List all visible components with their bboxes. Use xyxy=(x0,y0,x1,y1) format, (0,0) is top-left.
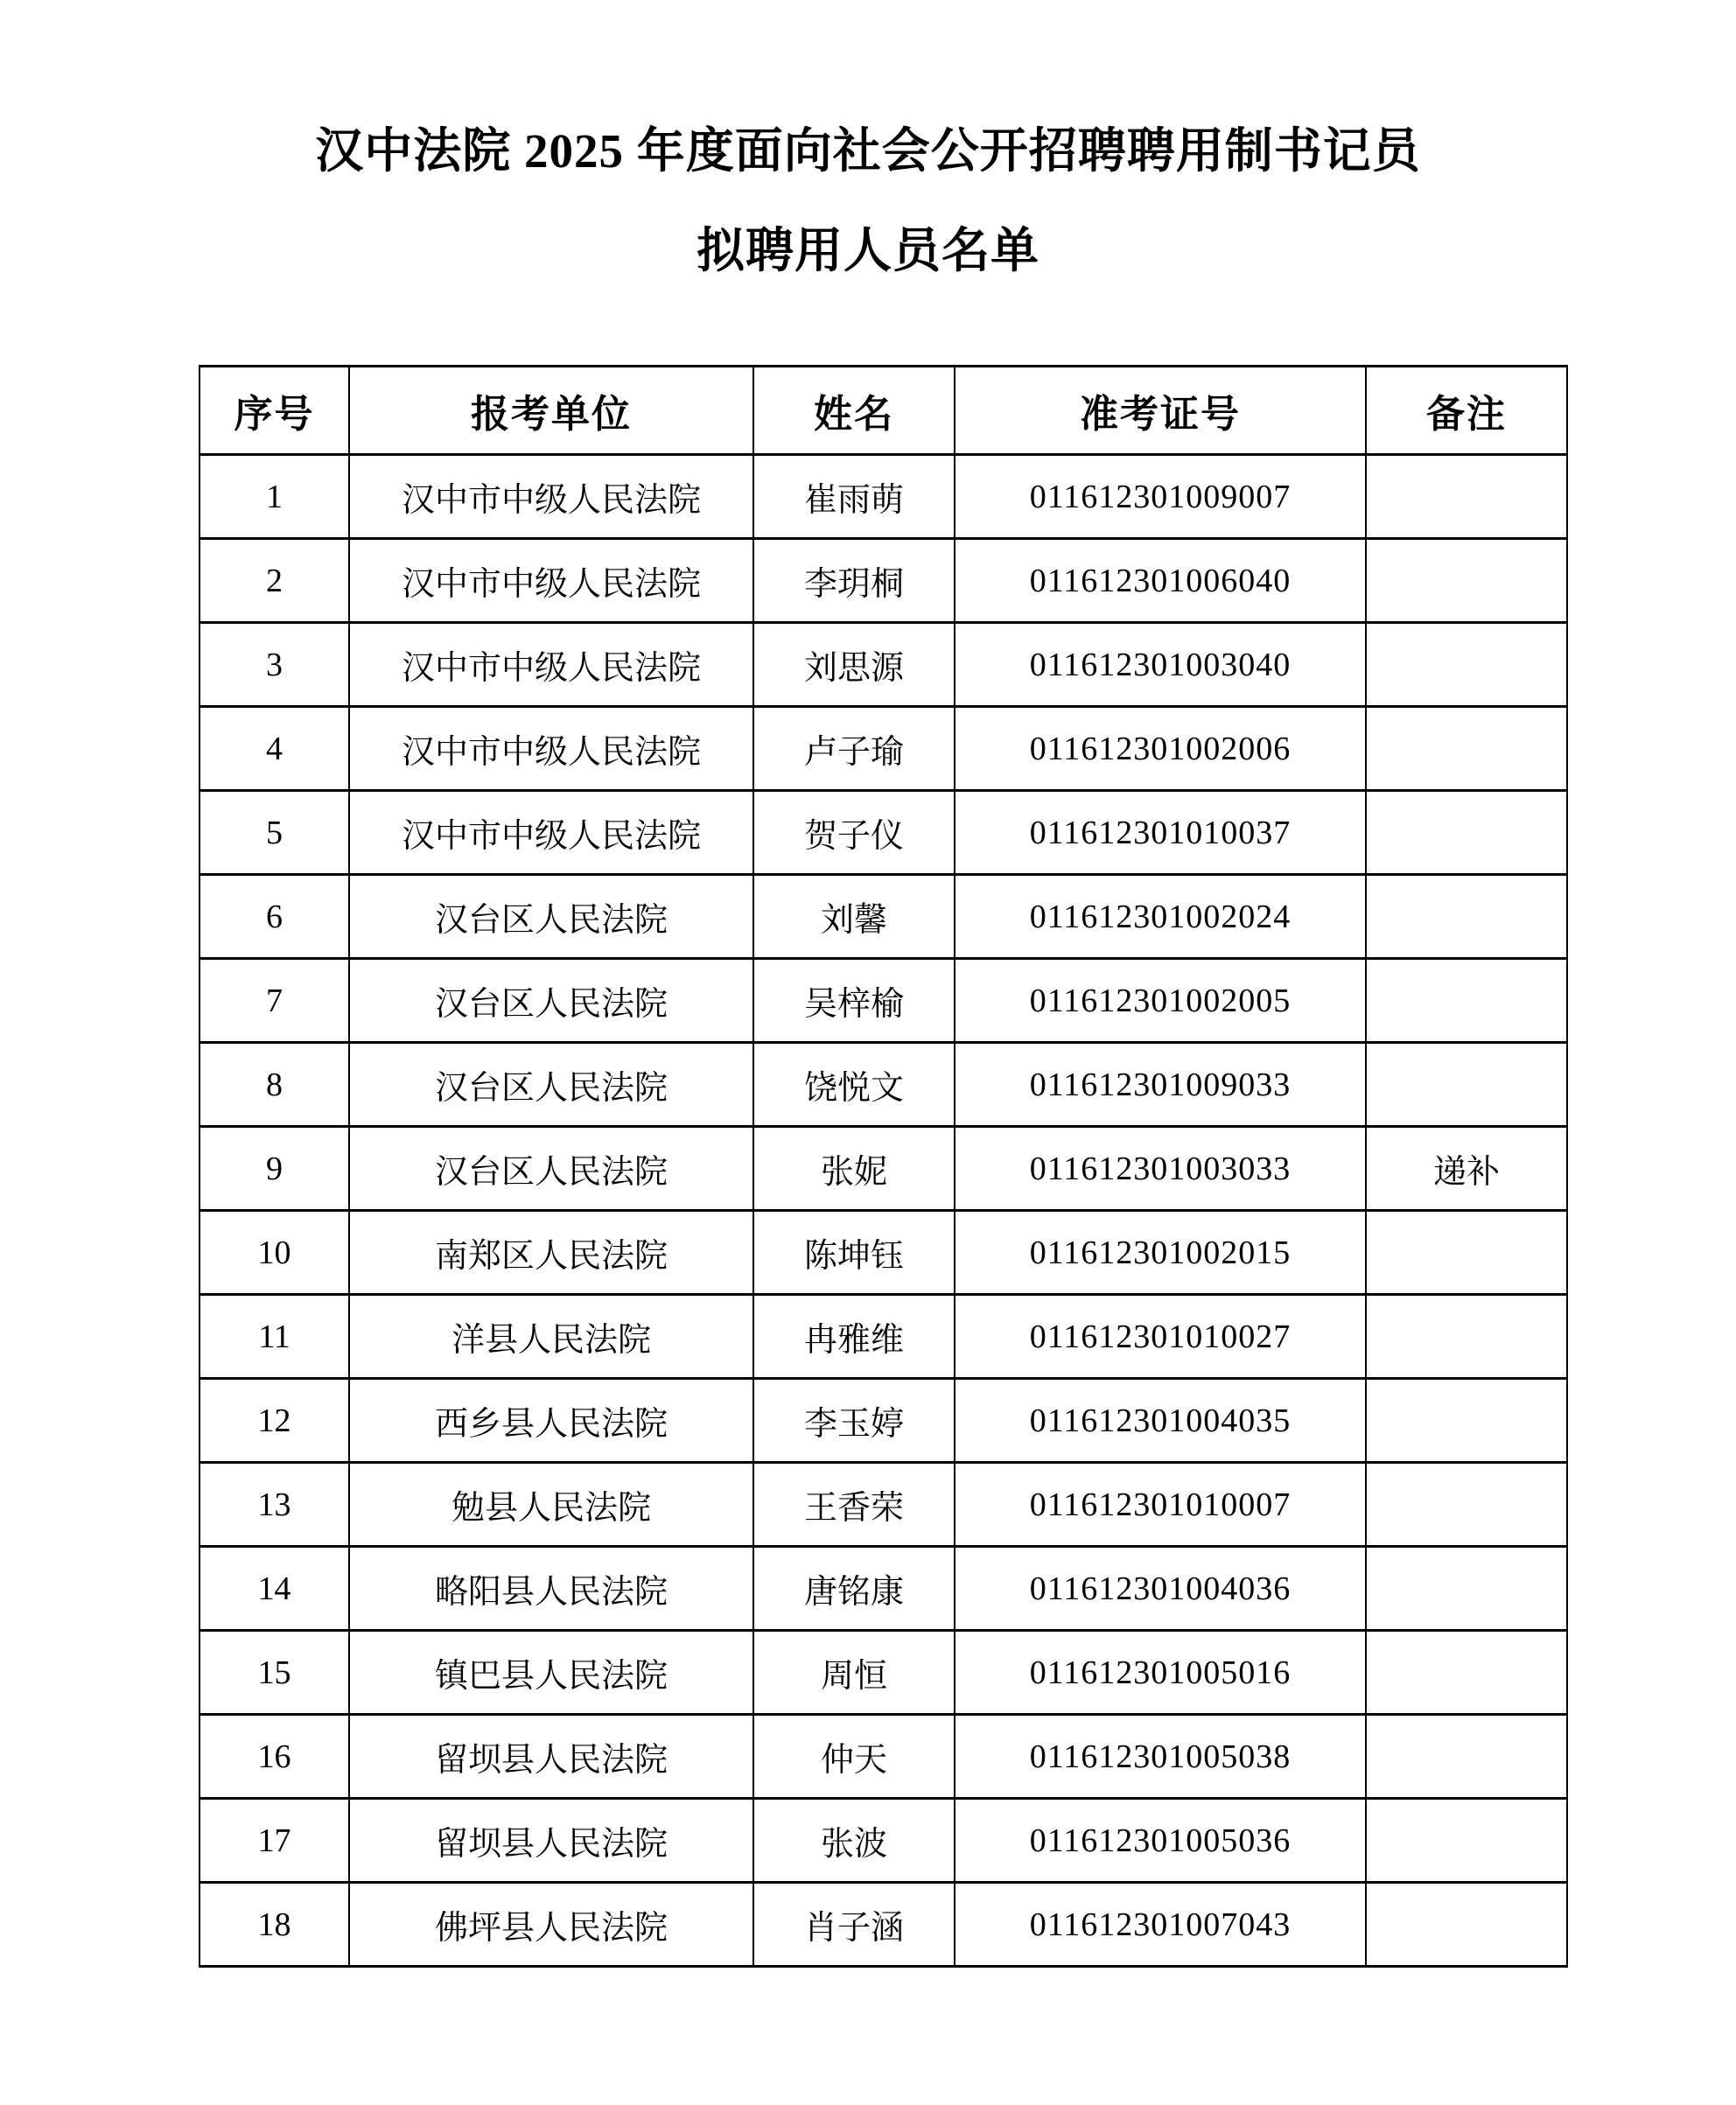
cell-unit: 略阳县人民法院 xyxy=(349,1547,753,1631)
table-row xyxy=(200,539,1567,623)
table-row xyxy=(200,1631,1567,1715)
cell-no: 1 xyxy=(200,455,349,539)
table-header-row xyxy=(200,367,1567,455)
table-row xyxy=(200,1715,1567,1799)
header-ticket: 准考证号 xyxy=(955,367,1366,455)
cell-unit: 汉台区人民法院 xyxy=(349,959,753,1043)
cell-no: 4 xyxy=(200,707,349,791)
cell-remark xyxy=(1366,791,1567,875)
cell-name: 唐铭康 xyxy=(753,1547,955,1631)
cell-name: 卢子瑜 xyxy=(753,707,955,791)
cell-unit: 汉中市中级人民法院 xyxy=(349,707,753,791)
cell-remark xyxy=(1366,707,1567,791)
cell-ticket: 011612301007043 xyxy=(955,1883,1366,1967)
cell-remark xyxy=(1366,455,1567,539)
cell-unit: 汉中市中级人民法院 xyxy=(349,623,753,707)
cell-remark xyxy=(1366,959,1567,1043)
cell-remark xyxy=(1366,1379,1567,1463)
cell-ticket: 011612301009033 xyxy=(955,1043,1366,1127)
cell-remark xyxy=(1366,539,1567,623)
cell-ticket: 011612301010027 xyxy=(955,1295,1366,1379)
table-row xyxy=(200,1799,1567,1883)
cell-ticket: 011612301005016 xyxy=(955,1631,1366,1715)
cell-unit: 勉县人民法院 xyxy=(349,1463,753,1547)
header-no: 序号 xyxy=(200,367,349,455)
cell-name: 仲天 xyxy=(753,1715,955,1799)
hiring-roster-table xyxy=(199,365,1568,1968)
cell-ticket: 011612301005038 xyxy=(955,1715,1366,1799)
table-row xyxy=(200,707,1567,791)
cell-no: 2 xyxy=(200,539,349,623)
table-row xyxy=(200,1883,1567,1967)
cell-no: 18 xyxy=(200,1883,349,1967)
cell-unit: 汉中市中级人民法院 xyxy=(349,539,753,623)
cell-remark xyxy=(1366,1715,1567,1799)
document-title-line2: 拟聘用人员名单 xyxy=(696,224,1040,277)
cell-name: 刘思源 xyxy=(753,623,955,707)
cell-unit: 汉中市中级人民法院 xyxy=(349,791,753,875)
cell-no: 15 xyxy=(200,1631,349,1715)
cell-name: 冉雅维 xyxy=(753,1295,955,1379)
cell-no: 12 xyxy=(200,1379,349,1463)
table-row xyxy=(200,1211,1567,1295)
header-name: 姓名 xyxy=(753,367,955,455)
cell-remark xyxy=(1366,875,1567,959)
cell-remark xyxy=(1366,623,1567,707)
cell-name: 崔雨萌 xyxy=(753,455,955,539)
header-remark: 备注 xyxy=(1366,367,1567,455)
cell-no: 6 xyxy=(200,875,349,959)
cell-remark xyxy=(1366,1799,1567,1883)
cell-name: 王香荣 xyxy=(753,1463,955,1547)
cell-ticket: 011612301005036 xyxy=(955,1799,1366,1883)
cell-ticket: 011612301002015 xyxy=(955,1211,1366,1295)
cell-ticket: 011612301003033 xyxy=(955,1127,1366,1211)
cell-unit: 洋县人民法院 xyxy=(349,1295,753,1379)
cell-unit: 汉台区人民法院 xyxy=(349,1043,753,1127)
cell-unit: 留坝县人民法院 xyxy=(349,1715,753,1799)
cell-name: 陈坤钰 xyxy=(753,1211,955,1295)
table-row xyxy=(200,1295,1567,1379)
table-row xyxy=(200,1547,1567,1631)
table-row xyxy=(200,1043,1567,1127)
cell-no: 16 xyxy=(200,1715,349,1799)
cell-no: 13 xyxy=(200,1463,349,1547)
cell-name: 肖子涵 xyxy=(753,1883,955,1967)
cell-ticket: 011612301006040 xyxy=(955,539,1366,623)
cell-no: 8 xyxy=(200,1043,349,1127)
table-row xyxy=(200,1127,1567,1211)
cell-name: 刘馨 xyxy=(753,875,955,959)
cell-ticket: 011612301004036 xyxy=(955,1547,1366,1631)
cell-name: 李玥桐 xyxy=(753,539,955,623)
cell-name: 贺子仪 xyxy=(753,791,955,875)
header-unit: 报考单位 xyxy=(349,367,753,455)
cell-remark xyxy=(1366,1295,1567,1379)
cell-no: 10 xyxy=(200,1211,349,1295)
cell-ticket: 011612301002006 xyxy=(955,707,1366,791)
cell-ticket: 011612301002024 xyxy=(955,875,1366,959)
cell-remark xyxy=(1366,1463,1567,1547)
cell-no: 17 xyxy=(200,1799,349,1883)
cell-name: 李玉婷 xyxy=(753,1379,955,1463)
cell-unit: 南郑区人民法院 xyxy=(349,1211,753,1295)
cell-no: 9 xyxy=(200,1127,349,1211)
cell-ticket: 011612301010007 xyxy=(955,1463,1366,1547)
table-row xyxy=(200,455,1567,539)
cell-unit: 西乡县人民法院 xyxy=(349,1379,753,1463)
cell-ticket: 011612301004035 xyxy=(955,1379,1366,1463)
cell-no: 14 xyxy=(200,1547,349,1631)
table-row xyxy=(200,623,1567,707)
cell-no: 5 xyxy=(200,791,349,875)
cell-remark xyxy=(1366,1043,1567,1127)
cell-name: 张波 xyxy=(753,1799,955,1883)
cell-remark xyxy=(1366,1211,1567,1295)
cell-unit: 佛坪县人民法院 xyxy=(349,1883,753,1967)
cell-name: 饶悦文 xyxy=(753,1043,955,1127)
cell-unit: 留坝县人民法院 xyxy=(349,1799,753,1883)
cell-ticket: 011612301003040 xyxy=(955,623,1366,707)
cell-ticket: 011612301009007 xyxy=(955,455,1366,539)
cell-name: 张妮 xyxy=(753,1127,955,1211)
cell-name: 吴梓榆 xyxy=(753,959,955,1043)
table-row xyxy=(200,875,1567,959)
cell-ticket: 011612301010037 xyxy=(955,791,1366,875)
cell-remark xyxy=(1366,1631,1567,1715)
cell-no: 3 xyxy=(200,623,349,707)
cell-remark xyxy=(1366,1547,1567,1631)
cell-remark xyxy=(1366,1883,1567,1967)
table-row xyxy=(200,1463,1567,1547)
cell-unit: 汉台区人民法院 xyxy=(349,875,753,959)
table-row xyxy=(200,959,1567,1043)
cell-name: 周恒 xyxy=(753,1631,955,1715)
cell-no: 11 xyxy=(200,1295,349,1379)
table-row xyxy=(200,791,1567,875)
cell-unit: 汉中市中级人民法院 xyxy=(349,455,753,539)
cell-unit: 镇巴县人民法院 xyxy=(349,1631,753,1715)
cell-no: 7 xyxy=(200,959,349,1043)
cell-unit: 汉台区人民法院 xyxy=(349,1127,753,1211)
document-title-line1: 汉中法院 2025 年度面向社会公开招聘聘用制书记员 xyxy=(315,124,1421,178)
table-row xyxy=(200,1379,1567,1463)
cell-ticket: 011612301002005 xyxy=(955,959,1366,1043)
table-body xyxy=(200,455,1567,1967)
cell-remark: 递补 xyxy=(1366,1127,1567,1211)
